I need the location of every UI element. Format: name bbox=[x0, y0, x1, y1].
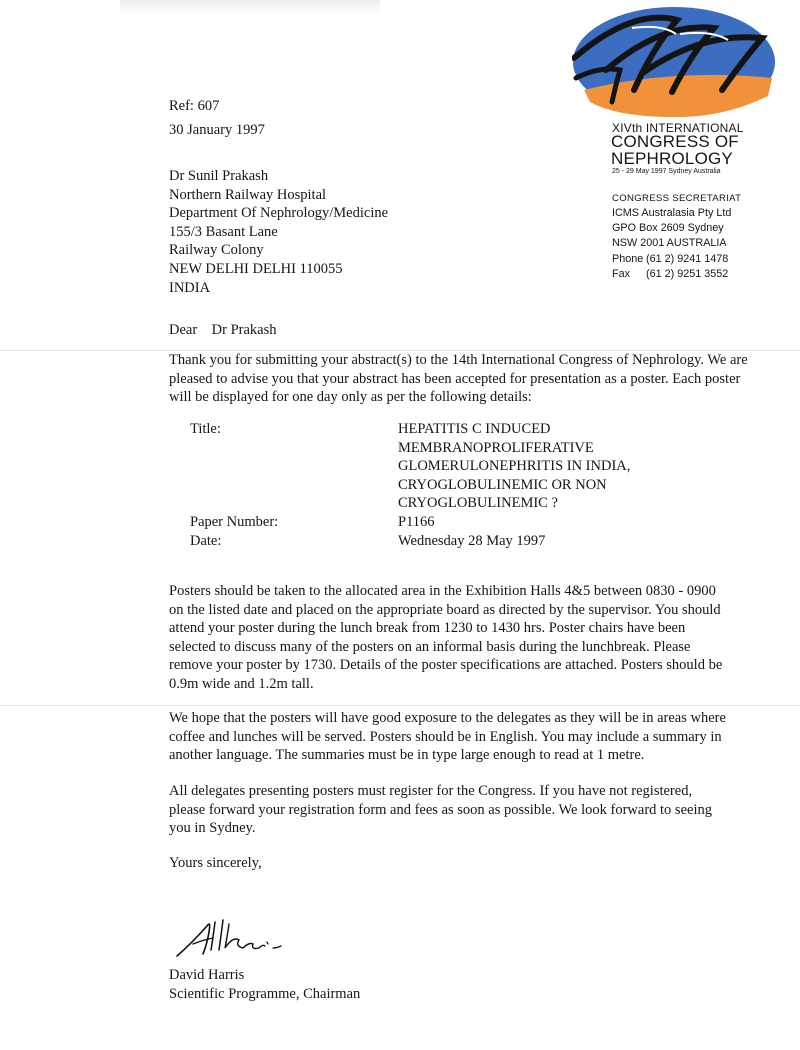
recipient-area: Railway Colony bbox=[169, 242, 264, 259]
reference-number: Ref: 607 bbox=[169, 98, 220, 114]
title-row bbox=[190, 420, 658, 513]
registration-paragraph bbox=[169, 782, 751, 838]
congress-title-line-1: XIVth INTERNATIONAL bbox=[612, 121, 744, 135]
paragraph-line: attend your poster during the lunch break from 1230 to 1430 hrs. Poster chairs have been bbox=[169, 620, 686, 637]
recipient-country: INDIA bbox=[169, 279, 211, 296]
date-row bbox=[190, 532, 658, 551]
title-line: CRYOGLOBULINEMIC ? bbox=[398, 495, 558, 512]
closing: Yours sincerely, bbox=[169, 855, 262, 871]
secretariat-phone-row bbox=[612, 252, 731, 267]
scan-smudge bbox=[120, 0, 380, 14]
paragraph-line: We hope that the posters will have good exposure to the delegates as they will be in areas where bbox=[169, 710, 726, 726]
letter-date: 30 January 1997 bbox=[169, 122, 265, 138]
paragraph-line: selected to discuss many of the posters on an informal basis during the lunchbreak. Please bbox=[169, 638, 691, 655]
posters-paragraph bbox=[169, 582, 751, 694]
phone-number: (61 2) 9241 1478 bbox=[646, 252, 729, 265]
congress-logo-opera-house-icon bbox=[572, 6, 776, 118]
intro-paragraph: Thank you for submitting your abstract(s) to the 14th International Congress of Nephrology. We are pleased to advise you that your abstract has been accepted for presentation as a poster. Each poster will be displayed for one day only as per the following details: bbox=[169, 352, 748, 406]
signatory-role: Scientific Programme, Chairman bbox=[169, 986, 361, 1002]
congress-dates: 25 - 29 May 1997 Sydney Australia bbox=[612, 168, 721, 175]
title-line: CRYOGLOBULINEMIC OR NON bbox=[398, 476, 607, 493]
recipient-org: Northern Railway Hospital bbox=[169, 186, 327, 203]
recipient-address bbox=[169, 167, 388, 297]
recipient-name: Dr Sunil Prakash bbox=[169, 168, 269, 184]
congress-title-line-2: CONGRESS OF bbox=[611, 132, 739, 151]
recipient-dept: Department Of Nephrology/Medicine bbox=[169, 205, 389, 222]
fax-label: Fax bbox=[612, 267, 630, 280]
recipient-city: NEW DELHI DELHI 110055 bbox=[169, 260, 343, 277]
paragraph-line: remove your poster by 1730. Details of the poster specifications are attached. Posters should be bbox=[169, 657, 723, 674]
title-value bbox=[398, 420, 658, 513]
secretariat-address-2: NSW 2001 AUSTRALIA bbox=[612, 237, 727, 250]
phone-label: Phone bbox=[612, 252, 644, 265]
date-value: Wednesday 28 May 1997 bbox=[398, 532, 546, 549]
paragraph-line: please forward your registration form and fees as soon as possible. We look forward to seeing bbox=[169, 801, 712, 818]
secretariat-address bbox=[612, 206, 731, 282]
paper-number-label: Paper Number: bbox=[190, 513, 279, 530]
paper-number-row bbox=[190, 513, 658, 532]
secretariat-org: ICMS Australasia Pty Ltd bbox=[612, 207, 732, 219]
secretariat-heading: CONGRESS SECRETARIAT bbox=[612, 193, 742, 204]
paragraph-line: 0.9m wide and 1.2m tall. bbox=[169, 675, 314, 692]
title-line: MEMBRANOPROLIFERATIVE bbox=[398, 439, 594, 456]
salutation: Dear Dr Prakash bbox=[169, 322, 277, 338]
secretariat-address-1: GPO Box 2609 Sydney bbox=[612, 222, 724, 235]
recipient-street: 155/3 Basant Lane bbox=[169, 223, 278, 240]
paragraph-line: on the listed date and placed on the appropriate board as directed by the supervisor. You should bbox=[169, 601, 721, 618]
paragraph-line: another language. The summaries must be in type large enough to read at 1 metre. bbox=[169, 747, 645, 764]
signatory-name: David Harris bbox=[169, 967, 245, 983]
exposure-paragraph bbox=[169, 709, 751, 765]
title-line: GLOMERULONEPHRITIS IN INDIA, bbox=[398, 458, 631, 475]
paragraph-line: you in Sydney. bbox=[169, 820, 256, 837]
paragraph-line: coffee and lunches will be served. Posters should be in English. You may include a summary in bbox=[169, 728, 722, 745]
fax-number: (61 2) 9251 3552 bbox=[646, 267, 729, 280]
handwritten-signature bbox=[173, 914, 285, 962]
date-label: Date: bbox=[190, 532, 222, 549]
congress-title-line-3: NEPHROLOGY bbox=[611, 149, 733, 168]
title-label: Title: bbox=[190, 421, 221, 437]
secretariat-fax-row bbox=[612, 267, 731, 282]
fold-line bbox=[0, 705, 800, 706]
title-line: HEPATITIS C INDUCED bbox=[398, 421, 551, 437]
poster-details bbox=[190, 420, 658, 550]
paragraph-line: Posters should be taken to the allocated area in the Exhibition Halls 4&5 between 0830 - 0900 bbox=[169, 583, 716, 599]
paragraph-line: All delegates presenting posters must register for the Congress. If you have not registered, bbox=[169, 783, 693, 799]
paper-number-value: P1166 bbox=[398, 513, 435, 530]
